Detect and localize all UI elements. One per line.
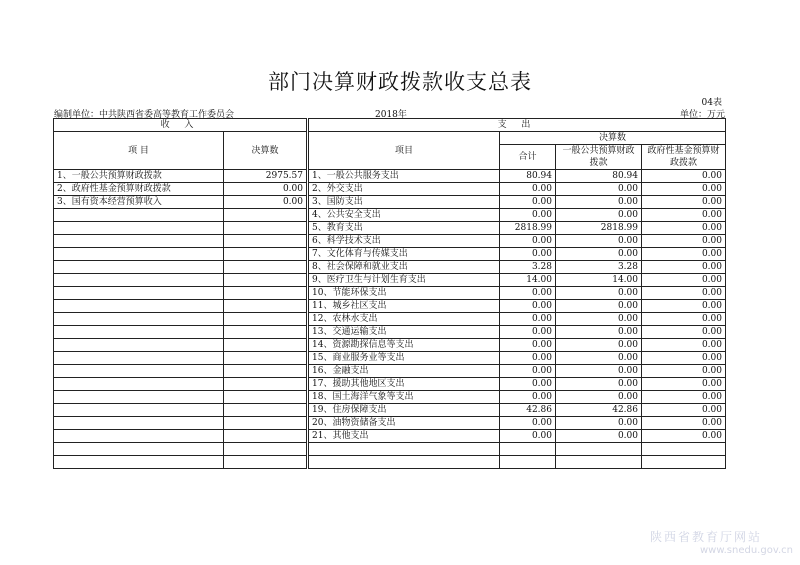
currency-unit: 单位：万元 [679, 110, 725, 120]
income-item-cell [54, 235, 224, 248]
table-row [54, 430, 726, 443]
expense-fund-cell: 0.00 [642, 391, 726, 404]
expense-general-cell: 3.28 [556, 261, 642, 274]
income-item-cell [54, 456, 224, 469]
income-amount-cell [224, 248, 308, 261]
income-item-cell [54, 300, 224, 313]
expense-item-cell: 19、住房保障支出 [308, 404, 500, 417]
expense-total-cell: 0.00 [500, 352, 556, 365]
income-amount-cell: 2975.57 [224, 170, 308, 183]
income-item-cell [54, 313, 224, 326]
reporting-unit: 编制单位：中共陕西省委高等教育工作委员会 [54, 110, 235, 120]
expense-total-cell: 0.00 [500, 391, 556, 404]
header-row-sub [54, 132, 726, 145]
expense-fund-cell: 0.00 [642, 417, 726, 430]
expense-fund-cell: 0.00 [642, 378, 726, 391]
expense-total-cell: 0.00 [500, 313, 556, 326]
expense-item-cell [308, 456, 500, 469]
income-item-cell [54, 261, 224, 274]
expense-header: 支 出 [308, 119, 726, 132]
expense-total-cell: 0.00 [500, 417, 556, 430]
expense-general-cell: 0.00 [556, 326, 642, 339]
expense-item-cell: 1、一般公共服务支出 [308, 170, 500, 183]
expense-general-cell: 0.00 [556, 365, 642, 378]
watermark-name: 陕西省教育厅网站 [650, 530, 763, 544]
table-row [54, 391, 726, 404]
expense-general-cell [556, 456, 642, 469]
income-amount-cell [224, 456, 308, 469]
income-amount-cell [224, 326, 308, 339]
expense-total-cell: 0.00 [500, 248, 556, 261]
expense-total-cell: 0.00 [500, 365, 556, 378]
income-item-cell [54, 391, 224, 404]
expense-item-cell: 5、教育支出 [308, 222, 500, 235]
page-title: 部门决算财政拨款收支总表 [268, 70, 532, 94]
expense-fund-cell: 0.00 [642, 300, 726, 313]
expense-total-cell: 14.00 [500, 274, 556, 287]
table-row [54, 196, 726, 209]
income-item-cell [54, 378, 224, 391]
expense-general-cell: 0.00 [556, 235, 642, 248]
expense-total-cell: 0.00 [500, 196, 556, 209]
expense-total-cell: 0.00 [500, 183, 556, 196]
expense-total-cell: 0.00 [500, 300, 556, 313]
income-item-header: 项 目 [54, 132, 224, 170]
income-amount-cell [224, 339, 308, 352]
expense-total-cell: 3.28 [500, 261, 556, 274]
expense-general-cell: 0.00 [556, 352, 642, 365]
table-row [54, 326, 726, 339]
income-item-cell [54, 274, 224, 287]
expense-general-cell: 80.94 [556, 170, 642, 183]
expense-total-cell: 0.00 [500, 209, 556, 222]
expense-total-cell: 80.94 [500, 170, 556, 183]
expense-item-cell: 4、公共安全支出 [308, 209, 500, 222]
expense-item-cell [308, 443, 500, 456]
expense-fund-cell: 0.00 [642, 326, 726, 339]
expense-amount-header: 决算数 [500, 132, 726, 145]
income-amount-cell [224, 261, 308, 274]
income-amount-header: 决算数 [224, 132, 308, 170]
table-row [54, 404, 726, 417]
watermark-url: www.snedu.gov.cn [700, 545, 793, 556]
table-row [54, 235, 726, 248]
expense-general-cell: 0.00 [556, 339, 642, 352]
expense-fund-cell: 0.00 [642, 248, 726, 261]
expense-item-cell: 10、节能环保支出 [308, 287, 500, 300]
expense-total-cell: 0.00 [500, 430, 556, 443]
income-amount-cell [224, 235, 308, 248]
income-amount-cell [224, 365, 308, 378]
income-item-cell [54, 222, 224, 235]
income-amount-cell [224, 443, 308, 456]
table-row [54, 300, 726, 313]
expense-general-cell: 0.00 [556, 300, 642, 313]
expense-fund-cell: 0.00 [642, 352, 726, 365]
expense-fund-cell: 0.00 [642, 183, 726, 196]
expense-fund-cell: 0.00 [642, 196, 726, 209]
expense-item-cell: 21、其他支出 [308, 430, 500, 443]
expense-total-cell: 0.00 [500, 287, 556, 300]
expense-item-cell: 11、城乡社区支出 [308, 300, 500, 313]
expense-fund-cell: 0.00 [642, 274, 726, 287]
expense-general-cell: 0.00 [556, 417, 642, 430]
income-amount-cell [224, 313, 308, 326]
income-amount-cell [224, 352, 308, 365]
table-row [54, 443, 726, 456]
expense-fund-cell: 0.00 [642, 430, 726, 443]
table-row [54, 183, 726, 196]
table-number: 04表 [701, 98, 722, 108]
expense-general-cell: 0.00 [556, 391, 642, 404]
income-amount-cell [224, 430, 308, 443]
income-item-cell [54, 430, 224, 443]
expense-total-cell: 2818.99 [500, 222, 556, 235]
income-item-cell [54, 209, 224, 222]
income-item-cell [54, 365, 224, 378]
finance-summary-table [53, 118, 726, 469]
expense-general-cell: 0.00 [556, 183, 642, 196]
income-item-cell: 3、国有资本经营预算收入 [54, 196, 224, 209]
income-amount-cell [224, 391, 308, 404]
expense-item-cell: 18、国土海洋气象等支出 [308, 391, 500, 404]
expense-general-cell: 2818.99 [556, 222, 642, 235]
expense-general-cell: 0.00 [556, 313, 642, 326]
expense-total-cell: 0.00 [500, 378, 556, 391]
general-budget-header: 一般公共预算财政拨款 [556, 145, 642, 170]
table-row [54, 417, 726, 430]
income-header: 收 入 [54, 119, 308, 132]
income-amount-cell [224, 274, 308, 287]
income-amount-cell [224, 222, 308, 235]
income-item-cell [54, 443, 224, 456]
expense-total-cell: 42.86 [500, 404, 556, 417]
header-row-group [54, 119, 726, 132]
expense-general-cell: 14.00 [556, 274, 642, 287]
expense-fund-cell: 0.00 [642, 365, 726, 378]
expense-fund-cell: 0.00 [642, 261, 726, 274]
income-item-cell: 2、政府性基金预算财政拨款 [54, 183, 224, 196]
table-row [54, 352, 726, 365]
income-amount-cell [224, 404, 308, 417]
table-row [54, 248, 726, 261]
table-body [54, 119, 726, 469]
table-row [54, 170, 726, 183]
fund-budget-header: 政府性基金预算财政拨款 [642, 145, 726, 170]
expense-fund-cell [642, 443, 726, 456]
table-row [54, 378, 726, 391]
expense-fund-cell: 0.00 [642, 404, 726, 417]
total-header: 合计 [500, 145, 556, 170]
income-item-cell [54, 352, 224, 365]
income-item-cell [54, 287, 224, 300]
expense-total-cell [500, 456, 556, 469]
table-row [54, 209, 726, 222]
income-amount-cell [224, 287, 308, 300]
expense-fund-cell: 0.00 [642, 339, 726, 352]
expense-general-cell: 0.00 [556, 430, 642, 443]
expense-item-cell: 14、资源勘探信息等支出 [308, 339, 500, 352]
income-amount-cell: 0.00 [224, 196, 308, 209]
income-amount-cell [224, 417, 308, 430]
income-item-cell [54, 326, 224, 339]
expense-item-cell: 12、农林水支出 [308, 313, 500, 326]
expense-item-cell: 6、科学技术支出 [308, 235, 500, 248]
income-item-cell [54, 404, 224, 417]
table-row [54, 313, 726, 326]
expense-item-cell: 8、社会保障和就业支出 [308, 261, 500, 274]
income-item-cell [54, 339, 224, 352]
expense-fund-cell: 0.00 [642, 222, 726, 235]
expense-total-cell [500, 443, 556, 456]
expense-general-cell: 0.00 [556, 378, 642, 391]
expense-item-cell: 20、油物资储备支出 [308, 417, 500, 430]
income-amount-cell [224, 300, 308, 313]
expense-item-cell: 17、援助其他地区支出 [308, 378, 500, 391]
table-row [54, 274, 726, 287]
table-row [54, 339, 726, 352]
income-amount-cell [224, 378, 308, 391]
table-row [54, 222, 726, 235]
expense-item-cell: 2、外交支出 [308, 183, 500, 196]
expense-item-cell: 15、商业服务业等支出 [308, 352, 500, 365]
table-row [54, 365, 726, 378]
expense-general-cell: 42.86 [556, 404, 642, 417]
expense-item-cell: 7、文化体育与传媒支出 [308, 248, 500, 261]
expense-fund-cell: 0.00 [642, 170, 726, 183]
expense-fund-cell: 0.00 [642, 209, 726, 222]
expense-item-cell: 16、金融支出 [308, 365, 500, 378]
income-amount-cell: 0.00 [224, 183, 308, 196]
expense-item-cell: 9、医疗卫生与计划生育支出 [308, 274, 500, 287]
expense-general-cell: 0.00 [556, 209, 642, 222]
expense-general-cell [556, 443, 642, 456]
expense-fund-cell: 0.00 [642, 313, 726, 326]
table-row [54, 287, 726, 300]
income-amount-cell [224, 209, 308, 222]
income-item-cell: 1、一般公共预算财政拨款 [54, 170, 224, 183]
report-year: 2018年 [375, 110, 407, 120]
expense-fund-cell: 0.00 [642, 235, 726, 248]
expense-total-cell: 0.00 [500, 339, 556, 352]
expense-fund-cell [642, 456, 726, 469]
table-row [54, 261, 726, 274]
income-item-cell [54, 248, 224, 261]
expense-total-cell: 0.00 [500, 326, 556, 339]
table-row [54, 456, 726, 469]
expense-total-cell: 0.00 [500, 235, 556, 248]
expense-general-cell: 0.00 [556, 196, 642, 209]
expense-general-cell: 0.00 [556, 248, 642, 261]
expense-item-cell: 13、交通运输支出 [308, 326, 500, 339]
income-item-cell [54, 417, 224, 430]
expense-item-header: 项目 [308, 132, 500, 170]
expense-item-cell: 3、国防支出 [308, 196, 500, 209]
expense-general-cell: 0.00 [556, 287, 642, 300]
expense-fund-cell: 0.00 [642, 287, 726, 300]
